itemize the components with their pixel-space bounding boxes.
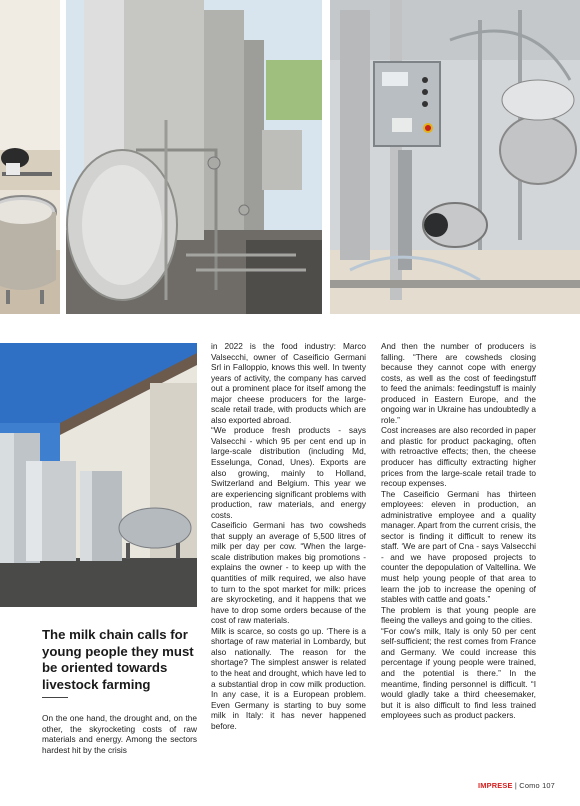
intro-paragraph: On the one hand, the drought and, on the other, the skyrocketing costs of raw materials and energy. Among the sectors hardest hit by the crisis bbox=[42, 713, 197, 755]
paragraph: Caseificio Germani has two cowsheds that supply an average of 5,500 litres of milk per day per cow. “When the large-scale distribution makes big promotions - explains the owner - to keep up with the quantities of milk required, we also have to turn to the spot market for milk: prices are skyrocketing, and it happens that we have to drop some orders because of the cost of raw materials. bbox=[211, 520, 366, 626]
photo-pasteurizer-panel bbox=[330, 0, 580, 314]
paragraph: Milk is scarce, so costs go up. ‘There is a shortage of raw material in Lombardy, but also nationally. The reason for the shortage? The simplest answer is related to the heat and drought, which have led to a substantial drop in cow milk production. In any case, it is a European problem. Even Germany is starting to buy some milk in Italy: it has never happened before. bbox=[211, 625, 366, 731]
magazine-brand: IMPRESE bbox=[477, 781, 513, 790]
paragraph: And then the number of producers is falling. “There are cowsheds closing because they cannot cope with energy costs, as well as the cost of feedingstuff to feed the animals: feedingstuff is mainly produced in Eastern Europe, and the ongoing war in Ukraine has undoubtedly a role.” bbox=[381, 341, 536, 425]
article-intro bbox=[42, 713, 197, 755]
article-headline: The milk chain calls for young people they must be oriented towards livestock farming bbox=[42, 627, 194, 692]
page-number: 107 bbox=[542, 781, 555, 790]
footer-separator: | bbox=[512, 781, 520, 790]
paragraph: Cost increases are also recorded in paper and plastic for product packaging, often with retroactive effects; then, the cheese producer has difficulty extracting higher prices from the large-scale retail trade to recoup expenses. bbox=[381, 425, 536, 489]
paragraph: The Caseificio Germani has thirteen employees: eleven in production, an administrative employee and a quality manager. Apart from the current crisis, the sector is finding it difficult to renew its staff. ‘We are part of Cna - says Valsecchi - and we have proposed projects to counter the depopulation of Valtellina. We must help young people of that area to learn the job to increase the opening of stables with cattle and goats.” bbox=[381, 488, 536, 605]
page-footer bbox=[478, 781, 555, 790]
paragraph: “We produce fresh products - says Valsecchi - which 95 per cent end up in large-scale distribution (including Md, Esselunga, Conad, Unes). Exports are also growing, mainly to Holland, Switzerland and Belgium. This year we are experiencing significant problems with production, raw materials, and energy costs. bbox=[211, 425, 366, 520]
headline-rule bbox=[42, 697, 68, 698]
article-column-2 bbox=[211, 341, 366, 731]
photo-outdoor-silos bbox=[0, 343, 197, 607]
paragraph: in 2022 is the food industry: Marco Valsecchi, owner of Caseificio Germani Srl in Falloppio, knows this well. In twenty years of activity, the company has carved out a prominent place for itself among the major cheese producers for the large-scale retail trade, with products which are also exported abroad. bbox=[211, 341, 366, 425]
footer-section: Como bbox=[519, 781, 540, 790]
photo-storage-tanks bbox=[66, 0, 322, 314]
paragraph: “For cow’s milk, Italy is only 50 per cent self-sufficient; the rest comes from France and Germany. We could increase this percentage if young people were trained, and the potential is there.” In the meantime, finding personnel is difficult. “I would gladly take a third cheesemaker, but it is also difficult to find less trained employees such as product packers. bbox=[381, 625, 536, 721]
photo-cheese-vat bbox=[0, 0, 60, 314]
paragraph: The problem is that young people are fleeing the valleys and going to the cities. bbox=[381, 604, 536, 626]
article-column-3 bbox=[381, 341, 536, 721]
